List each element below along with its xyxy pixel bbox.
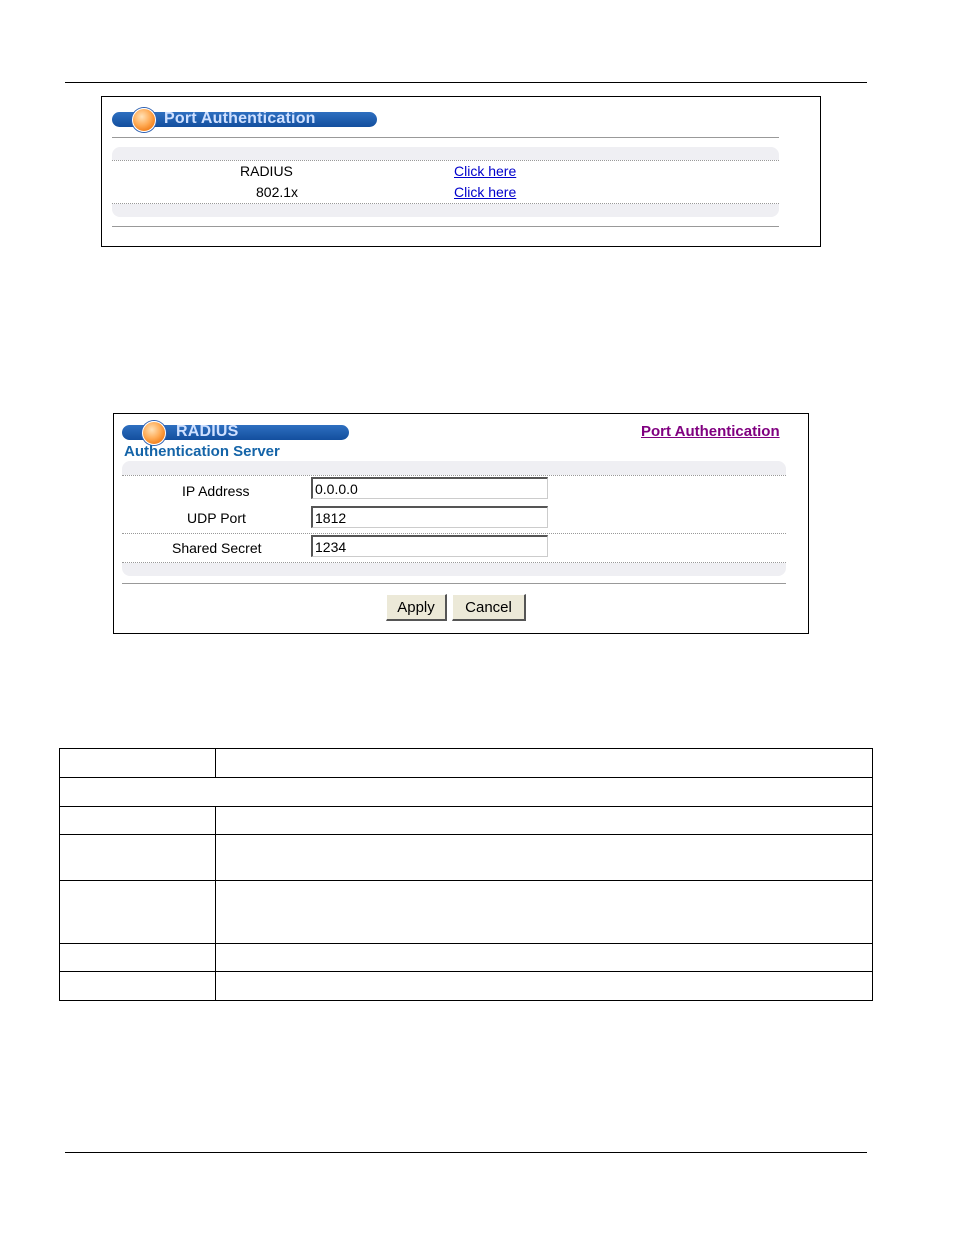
field-description-table: [59, 748, 873, 1001]
table-cell: [60, 835, 216, 881]
row-label: RADIUS: [240, 163, 293, 179]
udp-port-label: UDP Port: [187, 510, 246, 526]
apply-button[interactable]: Apply: [386, 594, 447, 621]
ip-address-label: IP Address: [182, 483, 250, 499]
table-row: [112, 160, 779, 183]
table-row: [112, 182, 779, 204]
orb-icon: [132, 108, 156, 132]
table-cell: [216, 944, 873, 972]
dot1x-click-here-link[interactable]: Click here: [454, 184, 517, 200]
bottom-separator: [112, 226, 779, 227]
orb-icon: [142, 421, 166, 445]
footer-rule: [65, 1152, 867, 1153]
panel-title: Port Authentication: [164, 110, 316, 127]
table-cell: [216, 972, 873, 1001]
radius-click-here-link[interactable]: Click here: [454, 163, 517, 179]
table-cell: [216, 807, 873, 835]
cancel-button[interactable]: Cancel: [452, 594, 526, 621]
table-cell: [60, 972, 216, 1001]
port-authentication-panel: [101, 96, 821, 247]
radius-panel: [113, 413, 809, 634]
table-cell: [60, 749, 216, 778]
table-cell: [60, 944, 216, 972]
ip-address-input[interactable]: [311, 477, 548, 499]
header-rule: [65, 82, 867, 83]
table-cell: [216, 881, 873, 944]
bottom-separator: [122, 583, 786, 584]
port-authentication-link[interactable]: Port Authentication: [641, 423, 780, 440]
udp-port-input[interactable]: [311, 506, 548, 528]
title-bar: [112, 112, 377, 127]
table-cell: [60, 778, 873, 807]
title-separator: [112, 137, 779, 138]
shared-secret-input[interactable]: [311, 535, 548, 557]
section-heading: Authentication Server: [124, 443, 280, 460]
table-cell: [216, 835, 873, 881]
title-bar: [122, 425, 349, 440]
row-label: 802.1x: [256, 184, 299, 200]
table-cell: [60, 881, 216, 944]
table-cell: [60, 807, 216, 835]
panel-title: RADIUS: [176, 423, 239, 440]
shared-secret-label: Shared Secret: [172, 540, 262, 556]
table-cell: [216, 749, 873, 778]
